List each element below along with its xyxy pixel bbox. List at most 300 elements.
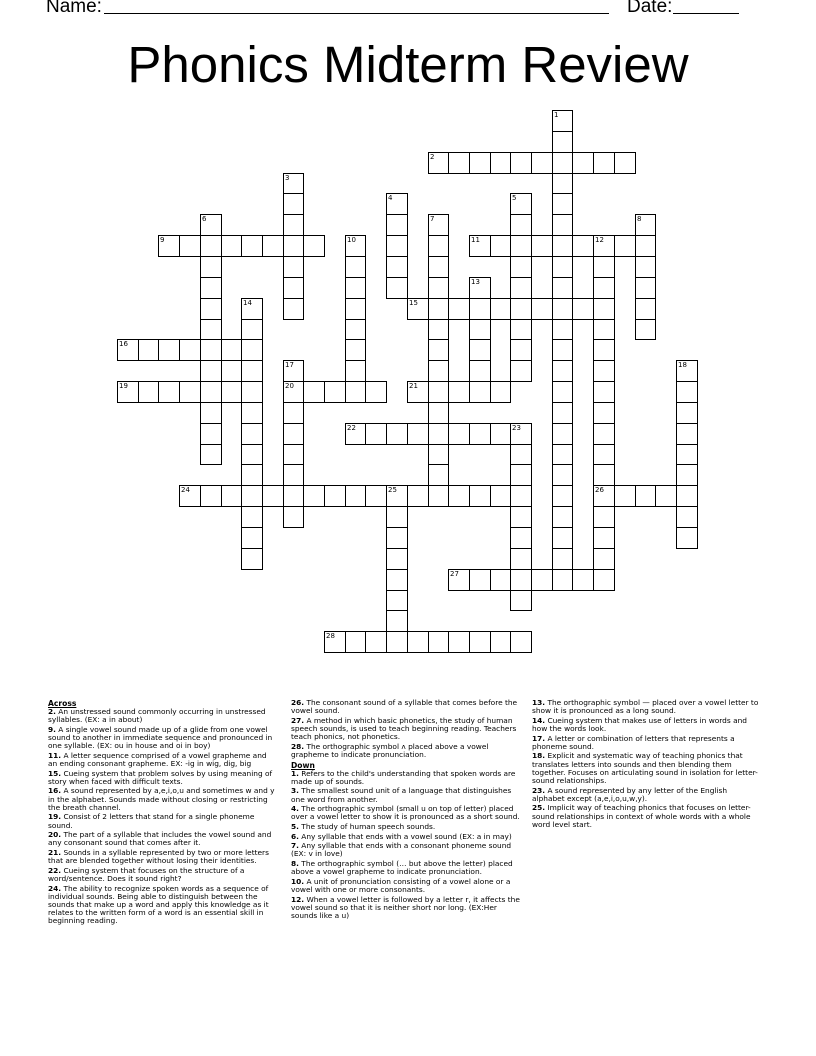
across-clue [48, 708, 278, 724]
grid-cell[interactable] [510, 423, 532, 445]
grid-cell[interactable] [386, 527, 408, 549]
grid-cell[interactable] [531, 569, 553, 591]
grid-cell[interactable] [200, 214, 222, 236]
grid-cell[interactable] [365, 631, 387, 653]
grid-cell[interactable] [510, 506, 532, 528]
grid-cell[interactable] [407, 423, 429, 445]
grid-cell[interactable] [283, 277, 304, 299]
grid-cell[interactable] [552, 339, 573, 361]
grid-cell[interactable] [200, 256, 222, 278]
down-clue [532, 735, 762, 751]
down-clue [291, 823, 521, 831]
grid-cell[interactable] [510, 235, 532, 257]
grid-cell[interactable] [241, 235, 263, 257]
across-clue [48, 726, 278, 751]
grid-cell[interactable] [572, 298, 594, 320]
clue-text: Explicit and systematic way of teaching phonics that translates letters into sounds and then blending them together. Focuses on articulating sound in isolation for letter-sound relationships. [532, 751, 758, 785]
grid-cell[interactable] [593, 506, 615, 528]
grid-cell[interactable] [510, 152, 532, 174]
grid-cell[interactable] [593, 485, 615, 507]
grid-cell[interactable] [676, 381, 698, 403]
grid-cell[interactable] [345, 298, 366, 320]
grid-cell[interactable] [200, 381, 222, 403]
grid-cell[interactable] [200, 298, 222, 320]
grid-cell[interactable] [179, 339, 201, 361]
down-heading: Down [291, 760, 315, 770]
clue-number: 25. [532, 803, 546, 813]
clues-section [48, 699, 768, 969]
grid-cell[interactable] [593, 444, 615, 465]
grid-cell[interactable] [490, 631, 511, 653]
grid-cell[interactable] [552, 235, 573, 257]
grid-cell[interactable] [593, 152, 615, 174]
grid-cell[interactable] [572, 152, 594, 174]
clue-number: 6. [291, 831, 299, 841]
grid-cell[interactable] [283, 464, 304, 486]
grid-cell[interactable] [241, 464, 263, 486]
grid-cell[interactable] [552, 381, 573, 403]
grid-cell[interactable] [676, 506, 698, 528]
grid-cell[interactable] [448, 298, 470, 320]
across-clue [48, 770, 278, 786]
grid-cell[interactable] [676, 464, 698, 486]
clue-text: A sound represented by any letter of the English alphabet except (a,e,i,o,u,w,y). [532, 785, 728, 803]
grid-cell[interactable] [428, 339, 449, 361]
grid-cell[interactable] [510, 590, 532, 611]
across-heading: Across [48, 699, 77, 708]
clue-number: 20. [48, 830, 62, 840]
grid-cell[interactable] [552, 214, 573, 236]
grid-cell[interactable] [469, 235, 491, 257]
clue-number: 27. [291, 715, 305, 725]
clue-number: 1 [554, 111, 559, 119]
grid-cell[interactable] [241, 444, 263, 465]
grid-cell[interactable] [200, 485, 222, 507]
grid-cell[interactable] [200, 360, 222, 382]
clue-number: 17 [285, 361, 294, 369]
grid-cell[interactable] [510, 298, 532, 320]
clue-text: A unit of pronunciation consisting of a vowel alone or a vowel with one or more consonants. [291, 876, 511, 894]
grid-cell[interactable] [510, 339, 532, 361]
clue-number: 2. [48, 707, 56, 716]
clue-number: 13. [532, 698, 546, 707]
grid-cell[interactable] [283, 506, 304, 528]
grid-cell[interactable] [490, 298, 511, 320]
grid-cell[interactable] [303, 381, 325, 403]
grid-cell[interactable] [262, 485, 284, 507]
grid-cell[interactable] [345, 277, 366, 299]
grid-cell[interactable] [655, 485, 677, 507]
clue-number: 3 [285, 174, 290, 182]
grid-cell[interactable] [552, 152, 573, 174]
grid-cell[interactable] [552, 506, 573, 528]
grid-cell[interactable] [552, 444, 573, 465]
grid-cell[interactable] [386, 235, 408, 257]
grid-cell[interactable] [241, 527, 263, 549]
grid-cell[interactable] [469, 339, 491, 361]
grid-cell[interactable] [614, 235, 636, 257]
grid-cell[interactable] [510, 277, 532, 299]
grid-cell[interactable] [283, 214, 304, 236]
grid-cell[interactable] [593, 235, 615, 257]
grid-cell[interactable] [303, 235, 325, 257]
grid-cell[interactable] [448, 152, 470, 174]
clue-number: 16 [119, 340, 128, 348]
down-clue [532, 717, 762, 733]
grid-cell[interactable] [552, 319, 573, 340]
grid-cell[interactable] [179, 235, 201, 257]
grid-cell[interactable] [283, 423, 304, 445]
grid-cell[interactable] [593, 319, 615, 340]
down-clue [291, 860, 521, 876]
grid-cell[interactable] [386, 214, 408, 236]
grid-cell[interactable] [241, 423, 263, 445]
grid-cell[interactable] [241, 360, 263, 382]
clue-number: 18 [678, 361, 687, 369]
grid-cell[interactable] [386, 631, 408, 653]
grid-cell[interactable] [490, 423, 511, 445]
grid-cell[interactable] [490, 152, 511, 174]
grid-cell[interactable] [241, 298, 263, 320]
grid-cell[interactable] [407, 485, 429, 507]
grid-cell[interactable] [552, 110, 573, 132]
clue-text: A letter sequence comprised of a vowel grapheme and an ending consonant grapheme. EX: -ig in wig, dig, big [48, 750, 267, 768]
grid-cell[interactable] [345, 381, 366, 403]
grid-cell[interactable] [510, 527, 532, 549]
clue-number: 8 [637, 215, 642, 223]
clues-column-1 [48, 699, 278, 927]
grid-cell[interactable] [448, 569, 470, 591]
grid-cell[interactable] [200, 423, 222, 445]
across-clue [48, 787, 278, 812]
grid-cell[interactable] [510, 485, 532, 507]
grid-cell[interactable] [386, 423, 408, 445]
grid-cell[interactable] [635, 277, 656, 299]
clue-text: The orthographic symbol ʌ placed above a vowel grapheme to indicate pronunciation. [291, 741, 489, 759]
clue-number: 10 [347, 236, 356, 244]
grid-cell[interactable] [510, 256, 532, 278]
page-title: Phonics Midterm Review [127, 36, 689, 93]
grid-cell[interactable] [552, 548, 573, 570]
grid-cell[interactable] [510, 319, 532, 340]
grid-cell[interactable] [200, 402, 222, 424]
grid-cell[interactable] [593, 548, 615, 570]
grid-cell[interactable] [386, 193, 408, 215]
grid-cell[interactable] [179, 485, 201, 507]
grid-cell[interactable] [510, 214, 532, 236]
grid-cell[interactable] [469, 485, 491, 507]
grid-cell[interactable] [469, 569, 491, 591]
grid-cell[interactable] [510, 444, 532, 465]
grid-cell[interactable] [345, 360, 366, 382]
grid-cell[interactable] [469, 423, 491, 445]
grid-cell[interactable] [324, 485, 346, 507]
grid-cell[interactable] [241, 402, 263, 424]
grid-cell[interactable] [386, 485, 408, 507]
clue-number: 26. [291, 698, 305, 707]
grid-cell[interactable] [510, 631, 532, 653]
clue-text: The consonant sound of a syllable that comes before the vowel sound. [291, 698, 518, 716]
grid-cell[interactable] [531, 235, 553, 257]
grid-cell[interactable] [241, 548, 263, 570]
grid-cell[interactable] [552, 298, 573, 320]
grid-cell[interactable] [552, 527, 573, 549]
grid-cell[interactable] [221, 381, 242, 403]
grid-cell[interactable] [117, 381, 139, 403]
clue-number: 4 [388, 194, 393, 202]
grid-cell[interactable] [386, 277, 408, 299]
grid-cell[interactable] [138, 381, 159, 403]
grid-cell[interactable] [200, 444, 222, 465]
across-clue [48, 885, 278, 926]
clues-column-2 [291, 699, 521, 922]
grid-cell[interactable] [593, 360, 615, 382]
grid-cell[interactable] [345, 485, 366, 507]
grid-cell[interactable] [572, 235, 594, 257]
grid-cell[interactable] [469, 381, 491, 403]
grid-cell[interactable] [428, 444, 449, 465]
grid-cell[interactable] [303, 485, 325, 507]
grid-cell[interactable] [614, 152, 636, 174]
grid-cell[interactable] [552, 569, 573, 591]
grid-cell[interactable] [221, 235, 242, 257]
across-clue [48, 831, 278, 847]
grid-cell[interactable] [469, 298, 491, 320]
grid-cell[interactable] [428, 423, 449, 445]
grid-cell[interactable] [428, 485, 449, 507]
grid-cell[interactable] [635, 485, 656, 507]
clue-number: 7. [291, 841, 299, 851]
grid-cell[interactable] [283, 444, 304, 465]
grid-cell[interactable] [158, 235, 180, 257]
grid-cell[interactable] [428, 631, 449, 653]
grid-cell[interactable] [552, 277, 573, 299]
grid-cell[interactable] [428, 152, 449, 174]
clue-number: 5 [512, 194, 517, 202]
grid-cell[interactable] [635, 214, 656, 236]
grid-cell[interactable] [407, 298, 429, 320]
grid-cell[interactable] [428, 319, 449, 340]
grid-cell[interactable] [510, 548, 532, 570]
grid-cell[interactable] [469, 631, 491, 653]
across-clue [291, 699, 521, 715]
grid-cell[interactable] [324, 631, 346, 653]
grid-cell[interactable] [407, 381, 429, 403]
grid-cell[interactable] [552, 485, 573, 507]
grid-cell[interactable] [676, 485, 698, 507]
grid-cell[interactable] [552, 402, 573, 424]
grid-cell[interactable] [221, 485, 242, 507]
grid-cell[interactable] [428, 277, 449, 299]
clue-number: 9. [48, 724, 56, 734]
across-clue [48, 867, 278, 883]
grid-cell[interactable] [593, 298, 615, 320]
grid-cell[interactable] [676, 423, 698, 445]
clue-number: 18. [532, 751, 546, 761]
grid-cell[interactable] [324, 381, 346, 403]
grid-cell[interactable] [593, 381, 615, 403]
grid-cell[interactable] [676, 444, 698, 465]
clue-text: A method in which basic phonetics, the study of human speech sounds, is used to teach beginning reading. Teachers teach phonics, not phonetics. [291, 715, 517, 742]
grid-cell[interactable] [386, 610, 408, 632]
grid-cell[interactable] [200, 319, 222, 340]
grid-cell[interactable] [510, 569, 532, 591]
clue-number: 3. [291, 786, 299, 796]
clue-number: 22 [347, 424, 356, 432]
grid-cell[interactable] [572, 569, 594, 591]
grid-cell[interactable] [283, 256, 304, 278]
grid-cell[interactable] [283, 235, 304, 257]
grid-cell[interactable] [531, 298, 553, 320]
clue-number: 1. [291, 768, 299, 778]
grid-cell[interactable] [262, 235, 284, 257]
grid-cell[interactable] [531, 152, 553, 174]
grid-cell[interactable] [283, 485, 304, 507]
grid-cell[interactable] [345, 339, 366, 361]
clue-number: 12 [595, 236, 604, 244]
grid-cell[interactable] [635, 319, 656, 340]
grid-cell[interactable] [469, 360, 491, 382]
grid-cell[interactable] [552, 360, 573, 382]
down-clue [532, 787, 762, 803]
grid-cell[interactable] [490, 235, 511, 257]
grid-cell[interactable] [428, 256, 449, 278]
across-clue [291, 743, 521, 759]
grid-cell[interactable] [510, 360, 532, 382]
across-clue [48, 813, 278, 829]
grid-cell[interactable] [428, 214, 449, 236]
grid-cell[interactable] [138, 339, 159, 361]
clue-number: 21. [48, 847, 62, 857]
grid-cell[interactable] [469, 319, 491, 340]
grid-cell[interactable] [200, 339, 222, 361]
grid-cell[interactable] [614, 485, 636, 507]
grid-cell[interactable] [635, 256, 656, 278]
grid-cell[interactable] [676, 360, 698, 382]
grid-cell[interactable] [386, 569, 408, 591]
grid-cell[interactable] [283, 360, 304, 382]
grid-cell[interactable] [552, 464, 573, 486]
grid-cell[interactable] [283, 193, 304, 215]
grid-cell[interactable] [345, 319, 366, 340]
grid-cell[interactable] [241, 319, 263, 340]
grid-cell[interactable] [241, 485, 263, 507]
grid-cell[interactable] [676, 402, 698, 424]
grid-cell[interactable] [593, 402, 615, 424]
clue-text: Cueing system that makes use of letters in words and how the words look. [532, 715, 747, 733]
grid-cell[interactable] [593, 527, 615, 549]
clue-number: 8. [291, 858, 299, 868]
grid-cell[interactable] [365, 381, 387, 403]
grid-cell[interactable] [158, 339, 180, 361]
grid-cell[interactable] [241, 381, 263, 403]
grid-cell[interactable] [635, 235, 656, 257]
grid-cell[interactable] [345, 423, 366, 445]
grid-cell[interactable] [469, 277, 491, 299]
grid-cell[interactable] [117, 339, 139, 361]
grid-cell[interactable] [552, 423, 573, 445]
clue-number: 24 [181, 486, 190, 494]
grid-cell[interactable] [448, 381, 470, 403]
grid-cell[interactable] [593, 277, 615, 299]
grid-cell[interactable] [345, 631, 366, 653]
grid-cell[interactable] [593, 339, 615, 361]
clue-number: 25 [388, 486, 397, 494]
grid-cell[interactable] [448, 485, 470, 507]
clue-text: The part of a syllable that includes the vowel sound and any consonant sound that comes after it. [48, 830, 272, 848]
grid-cell[interactable] [283, 402, 304, 424]
grid-cell[interactable] [469, 152, 491, 174]
clue-number: 27 [450, 570, 459, 578]
grid-cell[interactable] [593, 464, 615, 486]
grid-cell[interactable] [552, 256, 573, 278]
grid-cell[interactable] [221, 339, 242, 361]
grid-cell[interactable] [490, 569, 511, 591]
clues-column-3 [532, 699, 762, 830]
clue-number: 7 [430, 215, 435, 223]
grid-cell[interactable] [179, 381, 201, 403]
grid-cell[interactable] [490, 381, 511, 403]
clue-text: A sound represented by a,e,i,o,u and sometimes w and y in the alphabet. Sounds made without closing or restricting the breath channel. [48, 786, 275, 812]
down-clue [291, 787, 521, 803]
grid-cell[interactable] [365, 485, 387, 507]
grid-cell[interactable] [552, 131, 573, 153]
grid-cell[interactable] [676, 527, 698, 549]
grid-cell[interactable] [407, 631, 429, 653]
grid-cell[interactable] [283, 298, 304, 320]
clue-number: 13 [471, 278, 480, 286]
clue-number: 6 [202, 215, 207, 223]
grid-cell[interactable] [510, 193, 532, 215]
grid-cell[interactable] [345, 256, 366, 278]
clue-text: Any syllable that ends with a consonant phoneme sound (EX: v in love) [291, 841, 512, 859]
grid-cell[interactable] [635, 298, 656, 320]
grid-cell[interactable] [428, 235, 449, 257]
grid-cell[interactable] [158, 381, 180, 403]
grid-cell[interactable] [428, 402, 449, 424]
grid-cell[interactable] [386, 590, 408, 611]
grid-cell[interactable] [241, 506, 263, 528]
grid-cell[interactable] [510, 464, 532, 486]
grid-cell[interactable] [386, 506, 408, 528]
grid-cell[interactable] [428, 360, 449, 382]
grid-cell[interactable] [448, 423, 470, 445]
clue-number: 12. [291, 894, 305, 904]
grid-cell[interactable] [200, 235, 222, 257]
grid-cell[interactable] [552, 193, 573, 215]
grid-cell[interactable] [428, 381, 449, 403]
grid-cell[interactable] [428, 464, 449, 486]
grid-cell[interactable] [490, 485, 511, 507]
grid-cell[interactable] [200, 277, 222, 299]
grid-cell[interactable] [386, 548, 408, 570]
grid-cell[interactable] [593, 569, 615, 591]
grid-cell[interactable] [241, 339, 263, 361]
grid-cell[interactable] [593, 423, 615, 445]
clue-text: The orthographic symbol (… but above the letter) placed above a vowel grapheme to indicate pronunciation. [291, 858, 513, 877]
grid-cell[interactable] [428, 298, 449, 320]
clue-number: 28. [291, 741, 305, 751]
grid-cell[interactable] [552, 173, 573, 194]
grid-cell[interactable] [283, 381, 304, 403]
grid-cell[interactable] [448, 631, 470, 653]
down-clue [291, 833, 521, 841]
grid-cell[interactable] [345, 235, 366, 257]
grid-cell[interactable] [386, 256, 408, 278]
grid-cell[interactable] [365, 423, 387, 445]
grid-cell[interactable] [593, 256, 615, 278]
grid-cell[interactable] [283, 173, 304, 194]
